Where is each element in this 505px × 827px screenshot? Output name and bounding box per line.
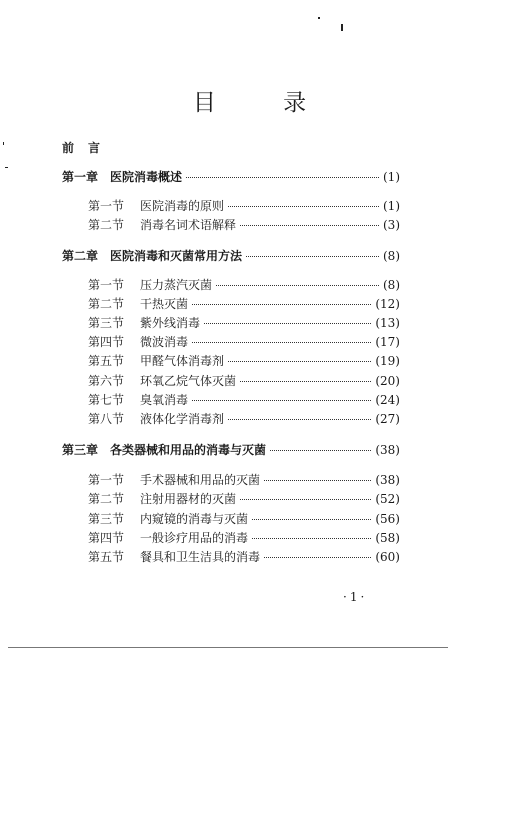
page-ref: (38)	[375, 473, 400, 487]
section-number: 第一节	[88, 473, 125, 487]
chapter-title: 医院消毒和灭菌常用方法	[110, 249, 243, 263]
section-title: 臭氧消毒	[140, 393, 189, 407]
dot-leader	[240, 499, 371, 500]
section-number: 第二节	[88, 492, 125, 506]
toc-section[interactable]	[88, 295, 400, 312]
page-ref: (3)	[383, 218, 400, 232]
section-number: 第八节	[88, 412, 125, 426]
chapter-number: 第一章	[62, 170, 99, 184]
page-ref: (8)	[383, 278, 400, 292]
toc-section[interactable]	[88, 216, 400, 233]
section-number: 第六节	[88, 374, 125, 388]
section-number: 第一节	[88, 278, 125, 292]
section-title: 餐具和卫生洁具的消毒	[140, 550, 261, 564]
dot-leader	[264, 480, 371, 481]
section-number: 第四节	[88, 531, 125, 545]
page-ref: (58)	[375, 531, 400, 545]
toc-chapter-3[interactable]	[62, 441, 400, 458]
toc-section[interactable]	[88, 372, 400, 389]
section-title: 紫外线消毒	[140, 316, 201, 330]
section-title: 内窥镜的消毒与灭菌	[140, 512, 249, 526]
page-ref: (17)	[375, 335, 400, 349]
toc-chapter-1[interactable]	[62, 168, 400, 185]
dot-leader	[228, 419, 371, 420]
preface-entry: 前言	[62, 141, 115, 155]
dot-leader	[270, 450, 371, 451]
section-title: 医院消毒的原则	[140, 199, 225, 213]
page-ref: (8)	[383, 249, 400, 263]
toc-section[interactable]	[88, 410, 400, 427]
page-title: 目 录	[192, 90, 337, 116]
section-title: 液体化学消毒剂	[140, 412, 225, 426]
dot-leader	[186, 177, 379, 178]
section-number: 第三节	[88, 316, 125, 330]
page-ref: (1)	[383, 199, 400, 213]
page-ref: (1)	[383, 170, 400, 184]
toc-chapter-2[interactable]	[62, 247, 400, 264]
section-number: 第一节	[88, 199, 125, 213]
page-ref: (56)	[375, 512, 400, 526]
toc-section[interactable]	[88, 333, 400, 350]
toc-section[interactable]	[88, 548, 400, 565]
section-title: 微波消毒	[140, 335, 189, 349]
page-ref: (20)	[375, 374, 400, 388]
scan-speck	[3, 142, 4, 145]
dot-leader	[264, 557, 371, 558]
scan-speck	[318, 17, 320, 19]
page-ref: (38)	[375, 443, 400, 457]
section-number: 第四节	[88, 335, 125, 349]
page-number: ·1·	[343, 590, 368, 604]
section-number: 第二节	[88, 297, 125, 311]
page-ref: (52)	[375, 492, 400, 506]
dot-leader	[228, 361, 371, 362]
page-ref: (60)	[375, 550, 400, 564]
dot-leader	[240, 381, 371, 382]
section-title: 甲醛气体消毒剂	[140, 354, 225, 368]
section-number: 第三节	[88, 512, 125, 526]
dot-leader	[252, 538, 371, 539]
dot-leader	[240, 225, 379, 226]
dot-leader	[192, 342, 371, 343]
section-number: 第五节	[88, 550, 125, 564]
toc-section[interactable]	[88, 197, 400, 214]
section-title: 注射用器材的灭菌	[140, 492, 237, 506]
toc-section[interactable]	[88, 529, 400, 546]
dot-leader	[252, 519, 371, 520]
page-ref: (24)	[375, 393, 400, 407]
section-title: 手术器械和用品的灭菌	[140, 473, 261, 487]
page-ref: (19)	[375, 354, 400, 368]
page-ref: (12)	[375, 297, 400, 311]
dot-leader	[216, 285, 379, 286]
page-ref: (27)	[375, 412, 400, 426]
toc-section[interactable]	[88, 490, 400, 507]
chapter-number: 第二章	[62, 249, 99, 263]
chapter-title: 各类器械和用品的消毒与灭菌	[110, 443, 267, 457]
toc-section[interactable]	[88, 276, 400, 293]
scan-edge-line	[8, 647, 448, 648]
section-number: 第二节	[88, 218, 125, 232]
toc-section[interactable]	[88, 314, 400, 331]
section-title: 干热灭菌	[140, 297, 189, 311]
page-ref: (13)	[375, 316, 400, 330]
toc-section[interactable]	[88, 510, 400, 527]
dot-leader	[192, 400, 371, 401]
chapter-number: 第三章	[62, 443, 99, 457]
section-title: 环氧乙烷气体灭菌	[140, 374, 237, 388]
section-title: 消毒名词术语解释	[140, 218, 237, 232]
section-title: 压力蒸汽灭菌	[140, 278, 213, 292]
scan-speck	[5, 167, 8, 168]
toc-section[interactable]	[88, 471, 400, 488]
section-number: 第五节	[88, 354, 125, 368]
dot-leader	[228, 206, 379, 207]
dot-leader	[192, 304, 371, 305]
section-title: 一般诊疗用品的消毒	[140, 531, 249, 545]
toc-section[interactable]	[88, 352, 400, 369]
scan-speck	[341, 24, 343, 31]
chapter-title: 医院消毒概述	[110, 170, 183, 184]
section-number: 第七节	[88, 393, 125, 407]
dot-leader	[246, 256, 379, 257]
dot-leader	[204, 323, 371, 324]
toc-section[interactable]	[88, 391, 400, 408]
